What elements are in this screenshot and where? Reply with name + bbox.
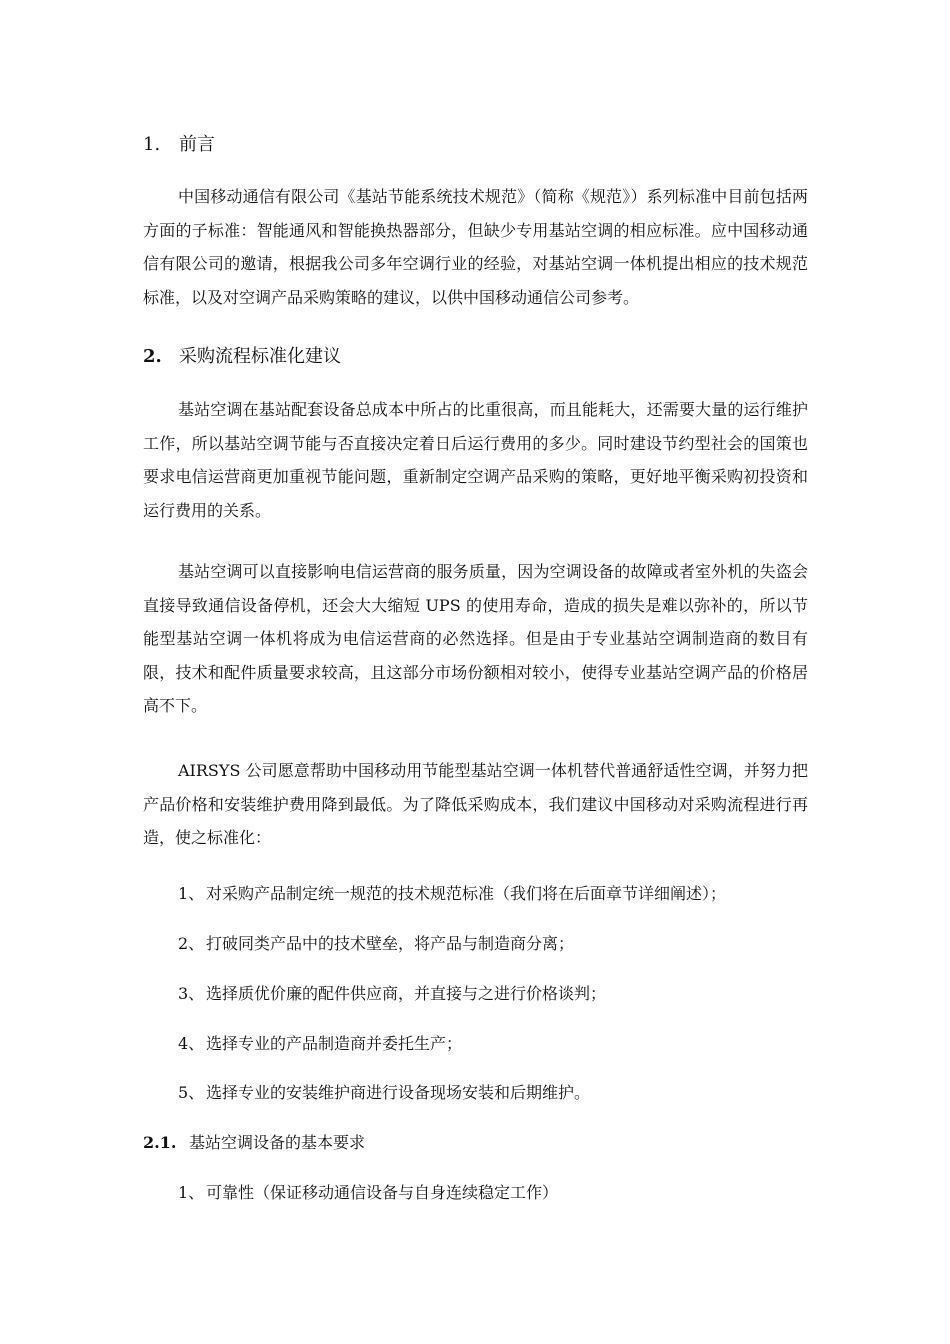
list-item-index: 3、 — [178, 984, 205, 1003]
section-2-title: 采购流程标准化建议 — [179, 346, 341, 367]
list-item — [178, 882, 726, 906]
list-item-text: 对采购产品制定统一规范的技术规范标准（我们将在后面章节详细阐述）； — [206, 884, 727, 903]
list-item-text: 可靠性（保证移动通信设备与自身连续稳定工作） — [206, 1183, 559, 1202]
section-2-paragraph-3: AIRSYS 公司愿意帮助中国移动用节能型基站空调一体机替代普通舒适性空调，并努力把产品价格和安装维护费用降到最低。为了降低采购成本，我们建议中国移动对采购流程进行再造，使之标准化： — [143, 761, 808, 847]
list-item-text: 选择专业的产品制造商并委托生产； — [206, 1034, 463, 1053]
list-item-text: 打破同类产品中的技术壁垒，将产品与制造商分离； — [206, 934, 575, 953]
list-item-index: 1、 — [178, 1183, 205, 1202]
list-item-index: 2、 — [178, 934, 205, 953]
section-2-paragraph-1: 基站空调在基站配套设备总成本中所占的比重很高，而且能耗大，还需要大量的运行维护工作，所以基站空调节能与否直接决定着日后运行费用的多少。同时建设节约型社会的国策也要求电信运营商更加重视节能问题，重新制定空调产品采购的策略，更好地平衡采购初投资和运行费用的关系。 — [143, 400, 808, 520]
section-1-heading — [143, 133, 215, 157]
list-item — [178, 1181, 558, 1205]
list-item — [178, 982, 606, 1006]
list-item-index: 5、 — [178, 1083, 205, 1102]
list-item-index: 4、 — [178, 1034, 205, 1053]
list-item-text: 选择专业的安装维护商进行设备现场安装和后期维护。 — [206, 1083, 591, 1102]
list-item-index: 1、 — [178, 884, 205, 903]
section-2-paragraph-2: 基站空调可以直接影响电信运营商的服务质量，因为空调设备的故障或者室外机的失盗会直接导致通信设备停机，还会大大缩短 UPS 的使用寿命，造成的损失是难以弥补的，所以节能型基站空调一体机将成为电信运营商的必然选择。但是由于专业基站空调制造商的数目有限，技术和配件质量要求较高，且这部分市场份额相对较小，使得专业基站空调产品的价格居高不下。 — [143, 562, 808, 715]
section-2-1-title: 基站空调设备的基本要求 — [189, 1133, 366, 1152]
section-1-paragraph: 中国移动通信有限公司《基站节能系统技术规范》（简称《规范》）系列标准中目前包括两方面的子标准：智能通风和智能换热器部分，但缺少专用基站空调的相应标准。应中国移动通信有限公司的邀请，根据我公司多年空调行业的经验，对基站空调一体机提出相应的技术规范标准，以及对空调产品采购策略的建议，以供中国移动通信公司参考。 — [143, 187, 808, 307]
section-2-1-heading — [143, 1131, 365, 1155]
section-2-heading — [143, 345, 341, 369]
section-1-number: 1. — [143, 134, 161, 155]
list-item — [178, 1081, 590, 1105]
list-item — [178, 1032, 462, 1056]
section-1-title: 前言 — [179, 134, 215, 155]
section-2-1-number: 2.1. — [143, 1133, 177, 1152]
section-2-number: 2. — [143, 346, 162, 367]
list-item-text: 选择质优价廉的配件供应商，并直接与之进行价格谈判； — [206, 984, 607, 1003]
list-item — [178, 932, 574, 956]
